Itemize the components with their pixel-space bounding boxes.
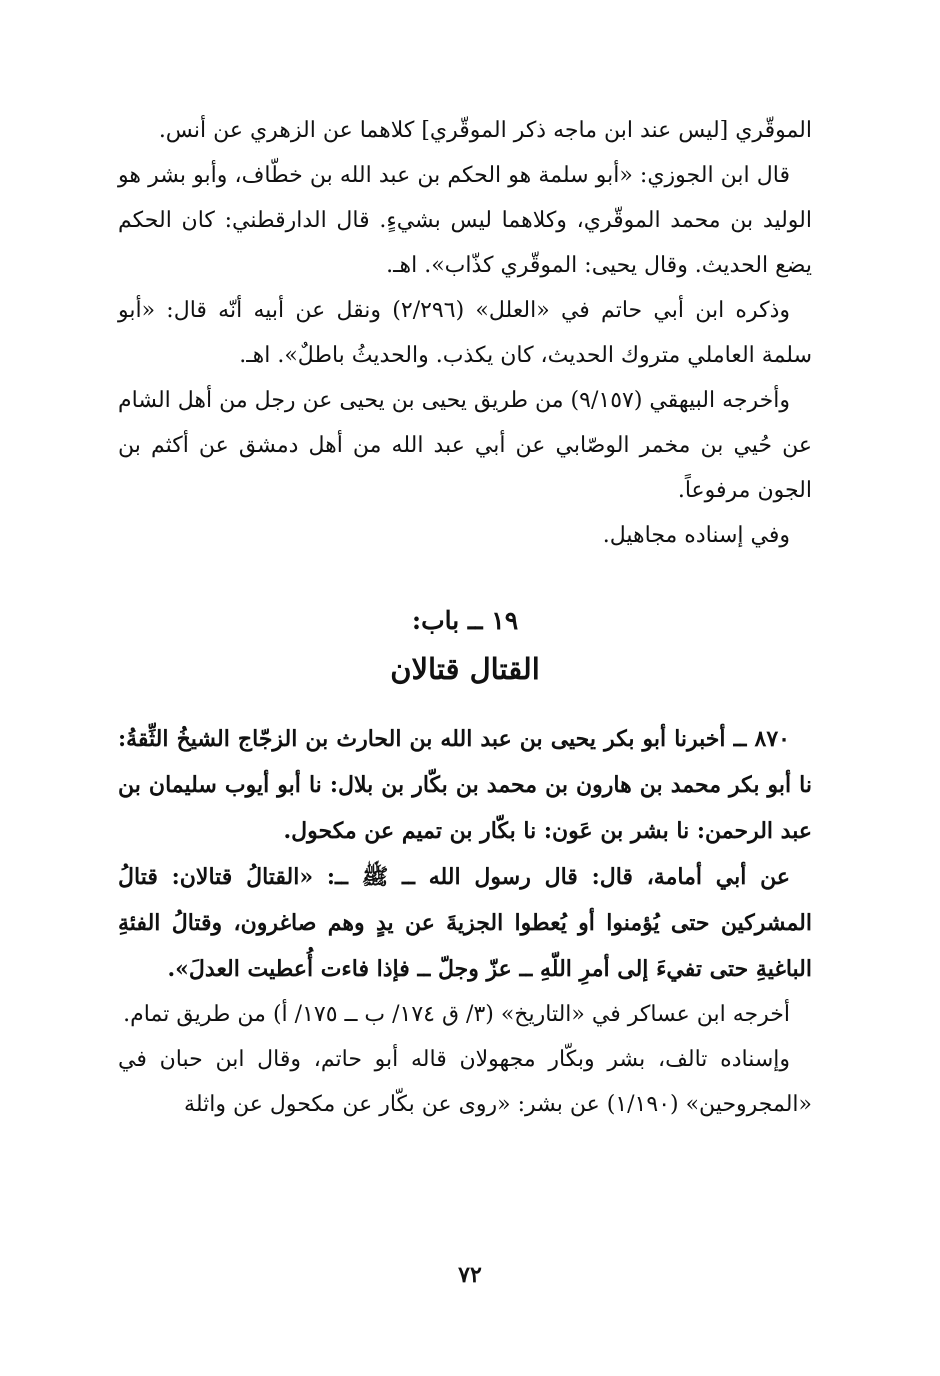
hadith-matn: عن أبي أمامة، قال: قال رسول الله ــ ﷺ ــ: «القتالُ قتالان: قتالُ المشركين حتى يُؤمنوا أو يُعطوا الجزيةَ عن يدٍ وهم صاغرون، وقتالُ الفئةِ الباغيةِ حتى تفيءَ إلى أمرِ اللّهِ ــ عزّ وجلّ ــ فإذا فاءت أُعطيت العدلَ».: [118, 864, 812, 982]
hadith-isnad: ٨٧٠ ــ أخبرنا أبو بكر يحيى بن عبد الله بن الحارث بن الزجّاج الشيخُ الثِّقةُ: نا أبو بكر محمد بن هارون بن محمد بن بكّار بن بلال: نا أبو أيوب سليمان بن عبد الرحمن: نا بشر بن عَون: نا بكّار بن تميم عن مكحول.: [118, 726, 812, 844]
spacer: [118, 558, 812, 598]
chapter-number: ١٩ ــ باب:: [411, 606, 519, 635]
paragraph-6: أخرجه ابن عساكر في «التاريخ» (٣/ ق ١٧٤/ ب ــ ١٧٥/ أ) من طريق تمام.: [123, 1002, 790, 1027]
paragraph-7: وإسناده تالف، بشر وبكّار مجهولان قاله أبو حاتم، وقال ابن حبان في «المجروحين» (١/١٩٠) عن بشر: «روى عن بكّار عن مكحول عن واثلة: [118, 1047, 812, 1117]
paragraph-4: وأخرجه البيهقي (٩/١٥٧) من طريق يحيى بن يحيى عن رجل من أهل الشام عن حُيي بن مخمر الوصّابي عن أبي عبد الله من أهل دمشق عن أكثم بن الجون مرفوعاً.: [118, 388, 812, 503]
chapter-title: القتال قتالان: [390, 652, 540, 686]
paragraph-3: وذكره ابن أبي حاتم في «العلل» (٢/٢٩٦) ونقل عن أبيه أنّه قال: «أبو سلمة العاملي متروك الحديث، كان يكذب. والحديثُ باطلٌ». اهـ.: [118, 298, 812, 368]
page-number: ٧٢: [458, 1262, 482, 1288]
page-body: [118, 108, 812, 1127]
paragraph-1: الموقّري [ليس عند ابن ماجه ذكر الموقّري] كلاهما عن الزهري عن أنس.: [158, 118, 812, 143]
paragraph-5: وفي إسناده مجاهيل.: [602, 523, 790, 548]
paragraph-2: قال ابن الجوزي: «أبو سلمة هو الحكم بن عبد الله بن خطّاف، وأبو بشر هو الوليد بن محمد الموقّري، وكلاهما ليس بشيءٍ. قال الدارقطني: كان الحكم يضع الحديث. وقال يحيى: الموقّري كذّاب». اهـ.: [118, 163, 812, 278]
